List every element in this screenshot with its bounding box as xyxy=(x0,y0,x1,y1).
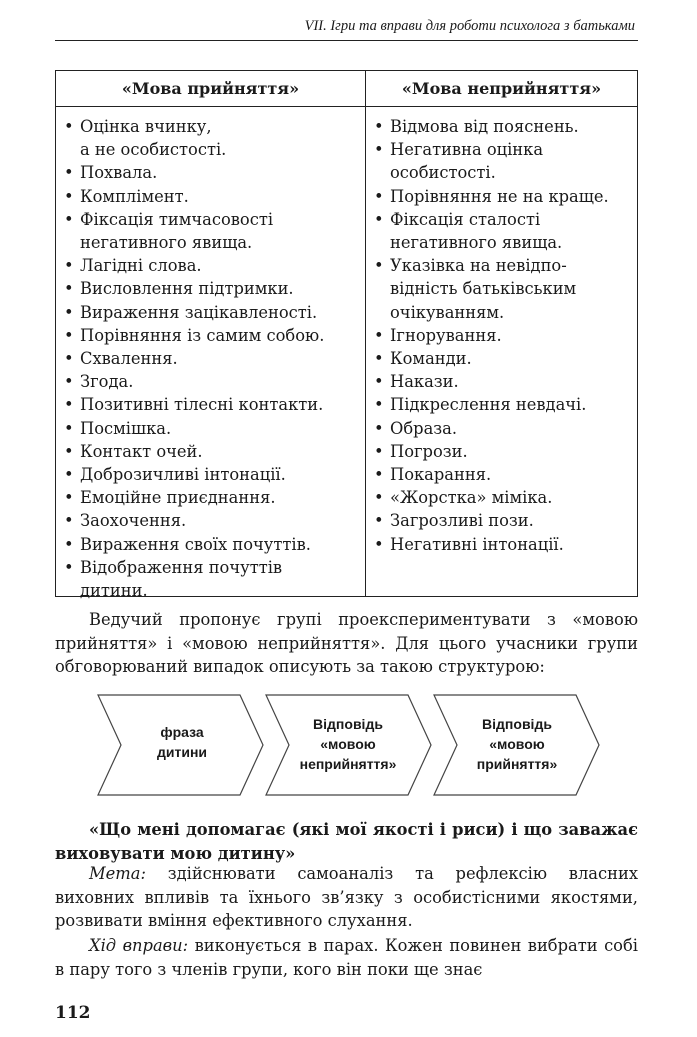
rejection-item: • Негативна оцінка особистості. xyxy=(374,138,637,184)
goal-text: здійснювати самоаналіз та рефлексію власних виховних впливів та їхнього зв’язку з особистісними якостями, розвивати вміння ефективного слухання. xyxy=(55,864,638,931)
rejection-item: • Ігнорування. xyxy=(374,324,637,347)
acceptance-item: • Порівняння із самим собою. xyxy=(64,324,365,347)
rejection-item: • Загрозливі пози. xyxy=(374,509,637,532)
acceptance-item: • Контакт очей. xyxy=(64,440,365,463)
response-structure-diagram xyxy=(95,690,605,800)
rejection-column-header: «Мова неприйняття» xyxy=(366,71,637,107)
rejection-item: • Накази. xyxy=(374,370,637,393)
acceptance-item: • Вираження зацікавленості. xyxy=(64,301,365,324)
step-rejection-response: Відповідь «мовою неприйняття» xyxy=(299,716,397,772)
rejection-item: • «Жорстка» міміка. xyxy=(374,486,637,509)
exercise-title: «Що мені допомагає (які мої якості і риси) і що заважає виховувати мою дитину» xyxy=(55,820,638,863)
acceptance-item: • Схвалення. xyxy=(64,347,365,370)
rejection-item: • Погрози. xyxy=(374,440,637,463)
procedure-label: Хід вправи: xyxy=(89,936,189,955)
header-rule xyxy=(55,40,638,41)
rejection-column xyxy=(366,71,637,596)
rejection-item: • Команди. xyxy=(374,347,637,370)
acceptance-item: • Похвала. xyxy=(64,161,365,184)
goal-paragraph xyxy=(55,862,638,933)
acceptance-item: • Вираження своїх почуттів. xyxy=(64,533,365,556)
acceptance-item: • Фіксація тимчасовості негативного явища. xyxy=(64,208,365,254)
acceptance-item: • Комплімент. xyxy=(64,185,365,208)
rejection-list xyxy=(366,107,637,556)
rejection-item: • Порівняння не на краще. xyxy=(374,185,637,208)
intro-paragraph: Ведучий пропонує групі проекспериментувати з «мовою прийняття» і «мовою неприйняття». Для цього учасники групи обговорюваний випадок описують за такою структурою: xyxy=(55,610,638,677)
rejection-item: • Негативні інтонації. xyxy=(374,533,637,556)
acceptance-item: • Емоційне приєднання. xyxy=(64,486,365,509)
acceptance-item: • Оцінка вчинку, а не особистості. xyxy=(64,115,365,161)
running-head: VII. Ігри та вправи для роботи психолога з батьками xyxy=(304,18,635,34)
goal-label: Мета: xyxy=(89,864,146,883)
procedure-text: виконується в парах. Кожен повинен вибрати собі в пару того з членів групи, кого він поки ще знає xyxy=(55,936,638,979)
page-number: 112 xyxy=(55,1003,91,1023)
acceptance-list xyxy=(56,107,365,602)
rejection-item: • Покарання. xyxy=(374,463,637,486)
acceptance-item: • Позитивні тілесні контакти. xyxy=(64,393,365,416)
acceptance-item: • Лагідні слова. xyxy=(64,254,365,277)
acceptance-item: • Посмішка. xyxy=(64,417,365,440)
rejection-item: • Підкреслення невдачі. xyxy=(374,393,637,416)
rejection-item: • Образа. xyxy=(374,417,637,440)
language-comparison-table xyxy=(55,70,638,601)
acceptance-column-header: «Мова прийняття» xyxy=(56,71,365,107)
acceptance-item: • Доброзичливі інтонації. xyxy=(64,463,365,486)
acceptance-column xyxy=(56,71,366,601)
step-child-phrase: фраза дитини xyxy=(156,724,208,760)
acceptance-item: • Згода. xyxy=(64,370,365,393)
step-acceptance-response: Відповідь «мовою прийняття» xyxy=(476,716,558,772)
procedure-paragraph xyxy=(55,934,638,981)
rejection-item: • Відмова від пояснень. xyxy=(374,115,637,138)
rejection-item: • Фіксація сталості негативного явища. xyxy=(374,208,637,254)
acceptance-item: • Висловлення підтримки. xyxy=(64,277,365,300)
acceptance-item: • Заохочення. xyxy=(64,509,365,532)
rejection-item: • Указівка на невідпо- відність батьківським очікуванням. xyxy=(374,254,637,324)
acceptance-item: • Відображення почуттів дитини. xyxy=(64,556,365,602)
